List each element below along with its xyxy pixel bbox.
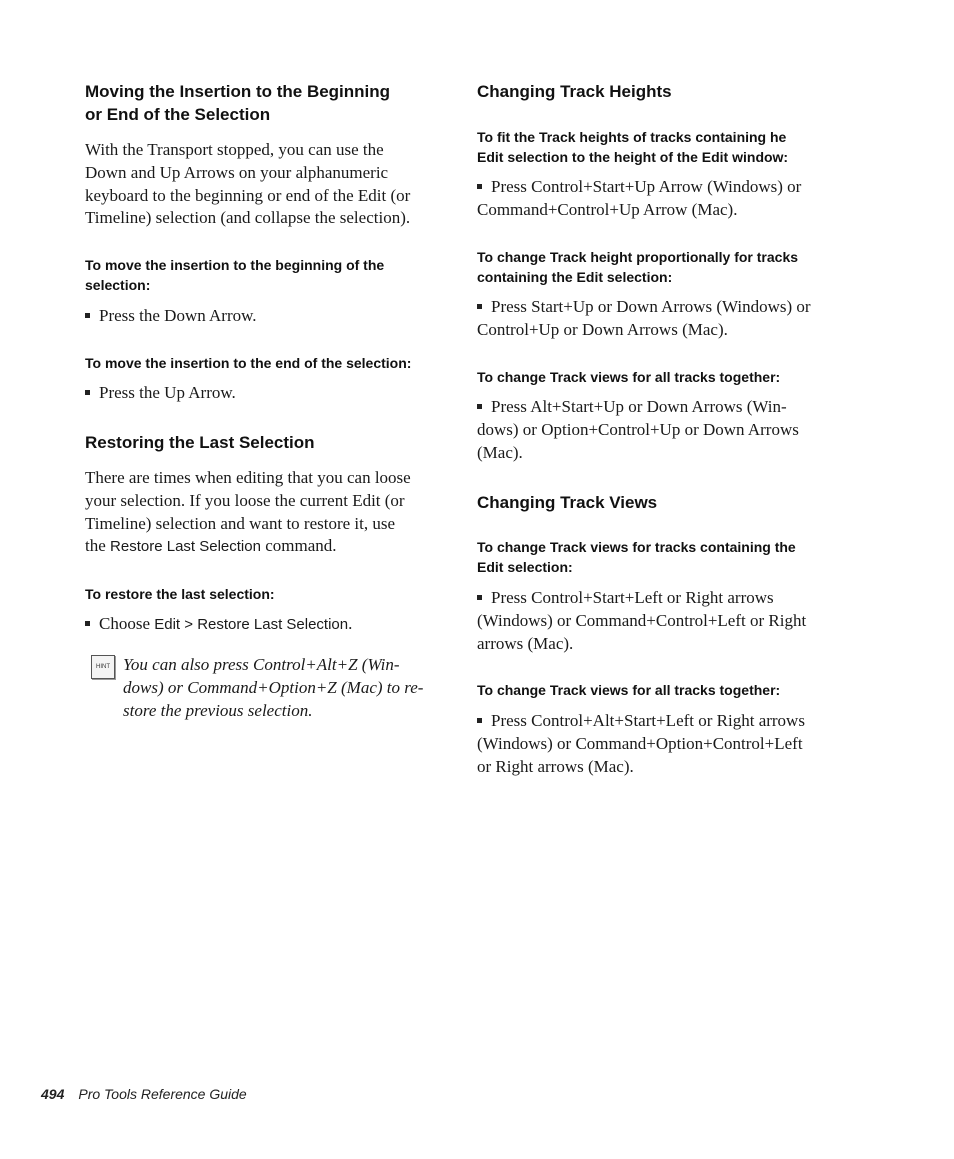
list-item: Press the Down Arrow. xyxy=(85,305,445,328)
heading-restoring-selection: Restoring the Last Selection xyxy=(85,433,315,452)
restoring-selection-intro: There are times when editing that you can loose your selection. If you loose the current Edit (or Timeline) selection and want to restore it, use the Restore Last Selection command. xyxy=(85,468,411,556)
bullet-icon xyxy=(477,184,482,189)
note-text: You can also press Control+Alt+Z (Win- dows) or Command+Option+Z (Mac) to re- store the previous selection. xyxy=(123,655,424,720)
procedure-heading-proportional: To change Track height proportionally for tracks containing the Edit selection: xyxy=(477,249,799,285)
heading-changing-track-heights: Changing Track Heights xyxy=(477,82,672,101)
procedure-heading-beginning: To move the insertion to the beginning of the selection: xyxy=(85,257,385,293)
procedure-heading-views-together: To change Track views for all tracks together: xyxy=(477,682,781,698)
procedure-heading-end: To move the insertion to the end of the selection: xyxy=(85,355,412,371)
list-item: Press Control+Start+Left or Right arrows (Windows) or Command+Control+Left or Right arrows (Mac). xyxy=(477,588,807,653)
menu-command: Edit > Restore Last Selection xyxy=(154,616,349,633)
note-block xyxy=(85,653,445,722)
bullet-icon xyxy=(85,313,90,318)
list-item: Choose Edit > Restore Last Selection. xyxy=(85,613,445,637)
list-item: Press Alt+Start+Up or Down Arrows (Win- dows) or Option+Control+Up or Down Arrows (Mac). xyxy=(477,397,799,462)
moving-insertion-intro: With the Transport stopped, you can use the Down and Up Arrows on your alphanumeric keyboard to the beginning or end of the Edit (or Timeline) selection (and collapse the selection). xyxy=(85,140,411,228)
page-number: 494 xyxy=(41,1086,65,1102)
heading-changing-track-views: Changing Track Views xyxy=(477,493,658,512)
procedure-heading-fit-heights: To fit the Track heights of tracks containing he Edit selection to the height of the Edit window: xyxy=(477,129,789,165)
list-item: Press the Up Arrow. xyxy=(85,382,445,405)
list-item: Press Control+Alt+Start+Left or Right arrows (Windows) or Command+Option+Control+Left or Right arrows (Mac). xyxy=(477,711,805,776)
bullet-icon xyxy=(477,595,482,600)
bullet-icon xyxy=(477,304,482,309)
heading-moving-insertion: Moving the Insertion to the Beginning or End of the Selection xyxy=(85,82,391,124)
procedure-heading-views-all: To change Track views for all tracks together: xyxy=(477,369,781,385)
bullet-icon xyxy=(477,404,482,409)
note-icon: HINT xyxy=(91,655,115,679)
procedure-heading-restore: To restore the last selection: xyxy=(85,586,275,602)
guide-title: Pro Tools Reference Guide xyxy=(78,1086,247,1102)
bullet-icon xyxy=(85,390,90,395)
bullet-icon xyxy=(477,718,482,723)
bullet-icon xyxy=(85,621,90,626)
list-item: Press Start+Up or Down Arrows (Windows) or Control+Up or Down Arrows (Mac). xyxy=(477,297,811,339)
procedure-heading-views-selection: To change Track views for tracks containing the Edit selection: xyxy=(477,539,796,575)
command-name: Restore Last Selection xyxy=(110,538,261,556)
page-footer xyxy=(41,1086,247,1102)
list-item: Press Control+Start+Up Arrow (Windows) or Command+Control+Up Arrow (Mac). xyxy=(477,177,802,219)
